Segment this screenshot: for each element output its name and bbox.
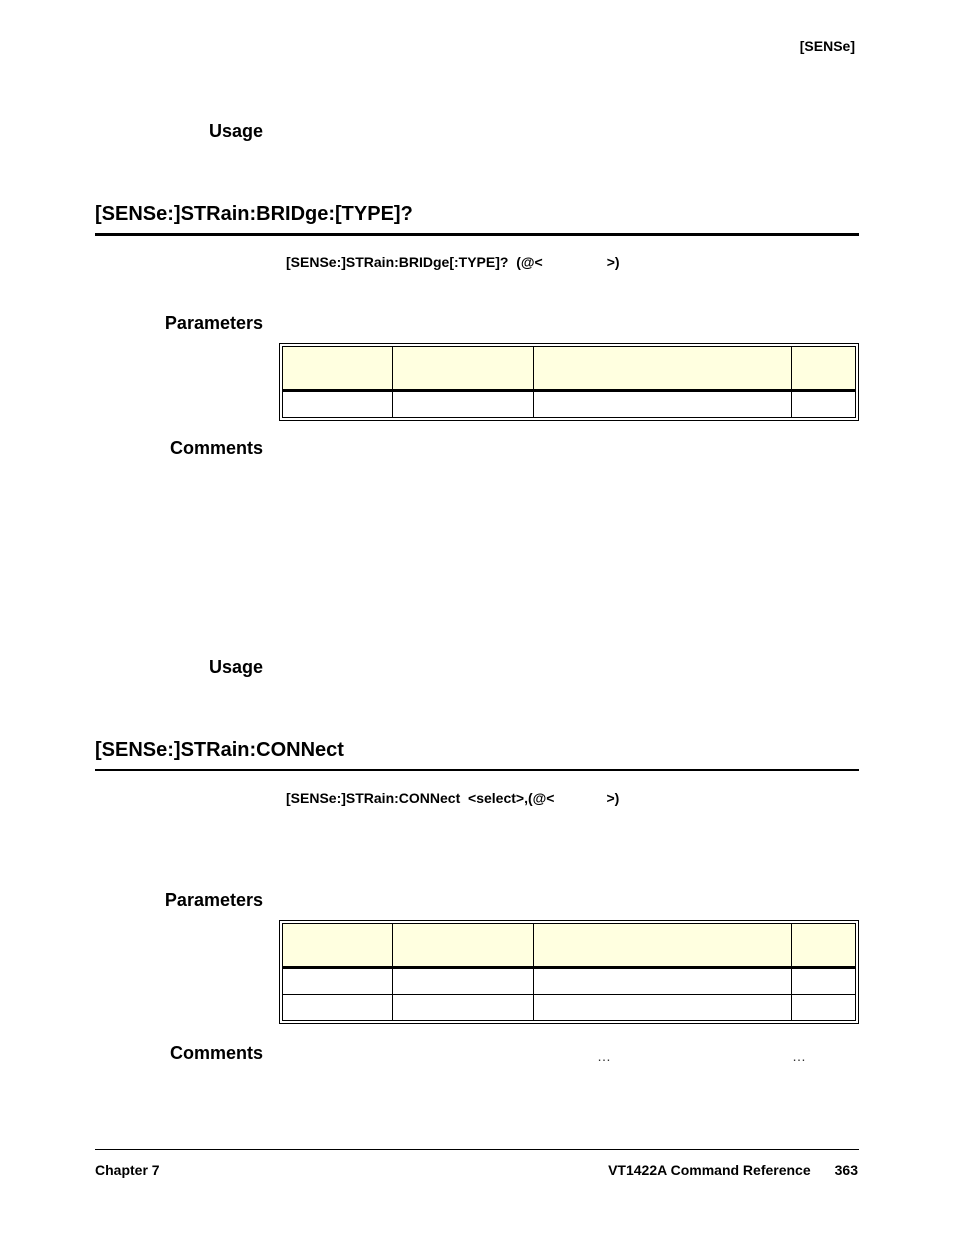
ellipsis-2: … <box>792 1048 806 1064</box>
table-cell <box>792 995 856 1021</box>
table-cell <box>283 391 393 418</box>
table-row <box>283 391 856 418</box>
table-cell <box>393 391 534 418</box>
footer-right <box>608 1162 858 1178</box>
syntax-bridge-type <box>286 254 620 270</box>
running-head: [SENSe] <box>799 38 855 54</box>
table-cell <box>283 995 393 1021</box>
table-row <box>283 995 856 1021</box>
comments-label-2: Comments <box>169 1043 263 1063</box>
header-cell <box>534 924 792 968</box>
section-rule-connect <box>95 769 859 771</box>
header-cell <box>283 924 393 968</box>
syntax-suffix: >) <box>606 790 620 806</box>
footer-chapter: Chapter 7 <box>95 1162 160 1178</box>
comments-label-1: Comments <box>169 438 263 458</box>
ellipsis-1: … <box>597 1048 611 1064</box>
section-title-bridge-type: [SENSe:]STRain:BRIDge:[TYPE]? <box>95 203 413 225</box>
header-cell <box>283 347 393 391</box>
parameters-label-1: Parameters <box>164 313 263 333</box>
section-title-connect: [SENSe:]STRain:CONNect <box>95 739 344 761</box>
table-header-row <box>283 924 856 968</box>
table-cell <box>534 391 792 418</box>
table-cell <box>534 968 792 995</box>
table-row <box>283 968 856 995</box>
header-cell <box>393 347 534 391</box>
parameters-table-bridge-type <box>279 343 859 421</box>
table-cell <box>792 391 856 418</box>
header-cell <box>792 347 856 391</box>
parameters-label-2: Parameters <box>164 890 263 910</box>
syntax-connect <box>286 790 619 806</box>
footer-doc-title: VT1422A Command Reference <box>608 1162 811 1178</box>
table-cell <box>283 968 393 995</box>
syntax-suffix: >) <box>606 254 620 270</box>
syntax-prefix: [SENSe:]STRain:BRIDge[:TYPE]? (@< <box>286 254 543 270</box>
parameters-table-connect <box>279 920 859 1024</box>
header-cell <box>792 924 856 968</box>
footer-rule <box>95 1149 859 1150</box>
table-cell <box>534 995 792 1021</box>
syntax-prefix: [SENSe:]STRain:CONNect <select>,(@< <box>286 790 555 806</box>
header-cell <box>534 347 792 391</box>
section-rule-bridge-type <box>95 233 859 236</box>
page-number: 363 <box>834 1162 858 1178</box>
header-cell <box>393 924 534 968</box>
usage-label-1: Usage <box>208 121 263 141</box>
usage-label-2: Usage <box>208 657 263 677</box>
table-cell <box>393 968 534 995</box>
table-cell <box>393 995 534 1021</box>
table-cell <box>792 968 856 995</box>
table-header-row <box>283 347 856 391</box>
